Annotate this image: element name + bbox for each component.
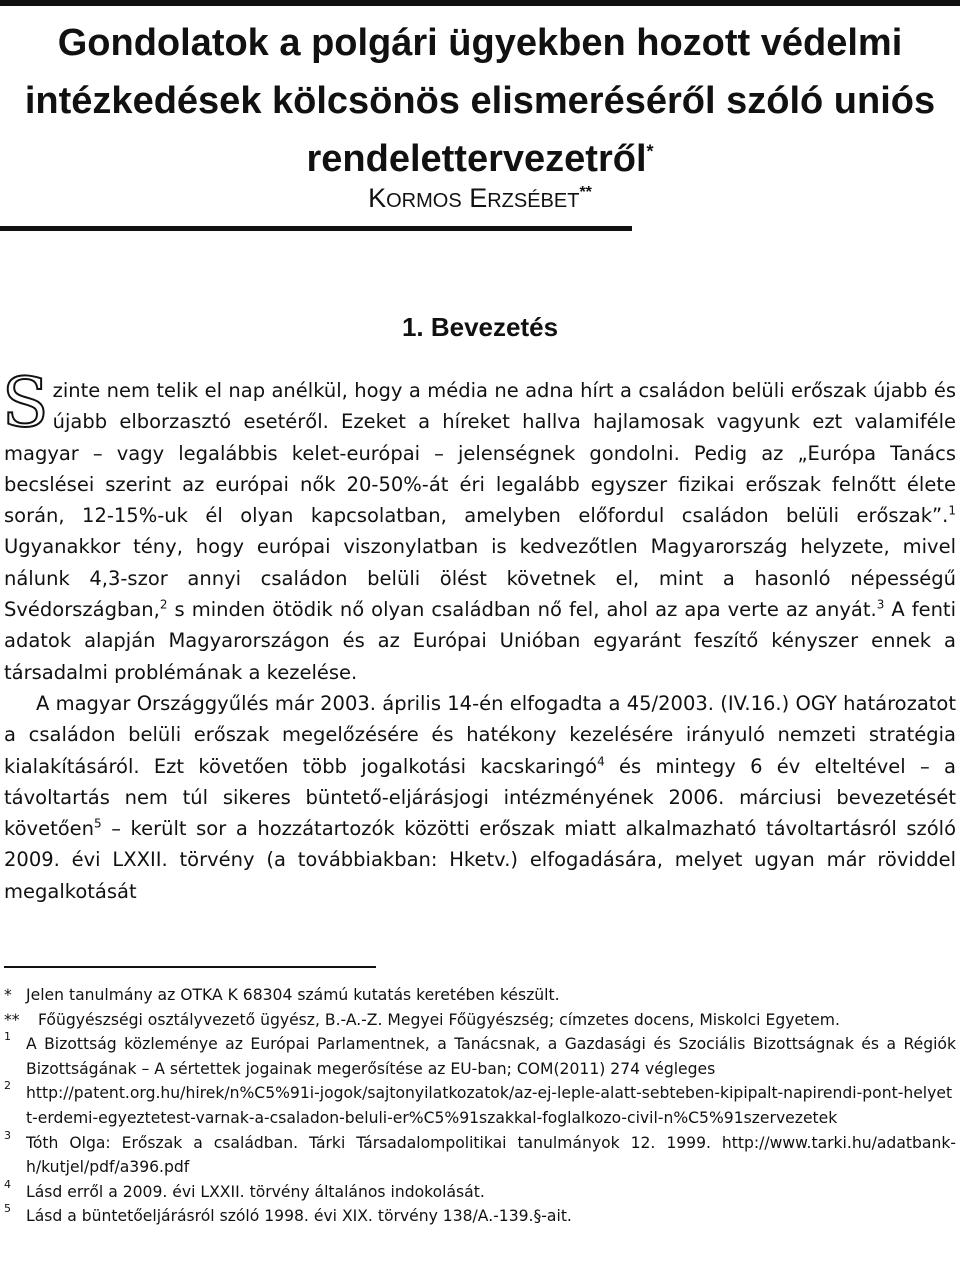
footnote-mark: 1 <box>4 1030 11 1044</box>
footnote-item <box>4 1204 956 1229</box>
footnote-mark: ** <box>4 1010 20 1029</box>
section-heading: 1. Bevezetés <box>401 312 559 342</box>
drop-cap: S <box>2 364 49 443</box>
footnote-ref-4[interactable]: 4 <box>597 754 605 769</box>
footnote-text: Jelen tanulmány az OTKA K 68304 számú kutatás keretében készült. <box>26 986 560 1004</box>
footnote-text: Lásd a büntetőeljárásról szóló 1998. évi XIX. törvény 138/A.-139.§-ait. <box>26 1207 572 1226</box>
footnote-item <box>4 1128 956 1180</box>
footnote-item <box>4 1032 956 1081</box>
paragraph-2-text-3: – került sor a hozzátartozók közötti erőszak miatt alkalmazható távoltartásról szóló 2009. évi LXXII. törvény (a továbbiakban: Hketv.) elfogadására, melyet ugyan már röviddel megalkotását <box>4 817 956 903</box>
paragraph-1-text-2: Ugyanakkor tény, hogy európai viszonylatban is kedvezőtlen Magyarország helyzete, mivel nálunk 4,3-szor annyi családon belüli ölést követnek el, mint a hasonló népességű Svédországban, <box>4 535 956 622</box>
paragraph-2-text-2: és mintegy 6 év elteltével – a távoltartás nem túl sikeres büntető-eljárásjogi intézményének 2006. márciusi bevezetését követően <box>4 754 956 841</box>
author-rule <box>0 226 632 231</box>
footnote-text: Főügyészségi osztályvezető ügyész, B.-A.-Z. Megyei Főügyészség; címzetes docens, Miskolci Egyetem. <box>38 1010 840 1029</box>
footnote-ref-1[interactable]: 1 <box>948 503 956 518</box>
footnote-item <box>4 1008 956 1033</box>
paragraph-1-text-4: A fenti adatok alapján Magyarországon és az Európai Unióban egyaránt feszítő kényszer ennek a társadalmi problémának a kezelése. <box>4 598 956 684</box>
footnote-text: Tóth Olga: Erőszak a családban. Tárki Társadalompolitikai tanulmányok 12. 1999. http://www.tarki.hu/adatbank-h/kutjel/pdf/a396.pdf <box>26 1133 956 1177</box>
author-first-rest: ORMOS <box>386 190 462 212</box>
footnote-link[interactable]: http://patent.org.hu/hirek/n%C5%91i-jogok/sajtonyilatkozatok/az-ej-leple-alatt-sebteben-kipipalt-napirendi-pont-helyett-erdemi-egyeztetest-varnak-a-csaladon-beluli-er%C5%91szakkal-foglalkozo-civil-n%C5%91szervezetek <box>26 1084 953 1127</box>
footnote-mark: 2 <box>4 1079 11 1093</box>
author-name <box>0 176 960 218</box>
footnote-text: A Bizottság közleménye az Európai Parlamentnek, a Tanácsnak, a Gazdasági és Szociális Bizottságnak és a Régiók Bizottságának – A sértettek jogainak megerősítése az EU-ban; COM(2011) 274 végleges <box>26 1035 956 1078</box>
author-last-cap: E <box>469 183 488 213</box>
footnote-text: Lásd erről a 2009. évi LXXII. törvény általános indokolását. <box>26 1182 485 1201</box>
footnote-item <box>4 1177 956 1205</box>
author-first-cap: K <box>368 183 387 213</box>
footnote-ref-5[interactable]: 5 <box>94 816 102 831</box>
footnote-mark: 4 <box>4 1177 11 1191</box>
author-last-rest: RZSÉBET <box>487 190 580 212</box>
title-footnote-mark[interactable]: * <box>646 141 654 162</box>
body-text <box>2 364 956 907</box>
paper-title-text: Gondolatok a polgári ügyekben hozott védelmi intézkedések kölcsönös elismeréséről szóló uniós rendelettervezetről <box>24 22 936 180</box>
footnote-ref-3[interactable]: 3 <box>876 597 885 612</box>
footnote-mark: 5 <box>4 1202 11 1216</box>
footnote-ref-2[interactable]: 2 <box>159 597 168 612</box>
paper-title <box>20 14 940 188</box>
footnote-item <box>4 983 956 1008</box>
footnote-mark: * <box>4 986 12 1004</box>
top-rule <box>0 0 960 6</box>
footnote-mark: 3 <box>4 1128 11 1142</box>
paragraph-1-text-1: zinte nem telik el nap anélkül, hogy a média ne adna hírt a családon belüli erőszak újabb és újabb elborzasztó esetéről. Ezeket a híreket hallva hajlamosak vagyunk ezt valamiféle magyar – vagy legalábbis kelet-európai – jelenségnek gondolni. Pedig az „Európa Tanács becslései szerint az európai nők 20-50%-át éri legalább egyszer fizikai erőszak felnőtt élete során, 12-15%-uk él olyan kapcsolatban, amelyben előfordul családon belüli erőszak”. <box>4 379 956 528</box>
footnotes <box>4 983 956 1229</box>
paragraph-2-text-1: A magyar Országgyűlés már 2003. április 14-én elfogadta a 45/2003. (IV.16.) OGY határozatot a családon belüli erőszak megelőzésére és hatékony kezelésére irányuló nemzeti stratégia kialakításáról. Ezt követően több jogalkotási kacskaringó <box>4 691 956 778</box>
footnote-rule <box>4 966 376 968</box>
paragraph-1-text-3: s minden ötödik nő olyan családban nő fel, ahol az apa verte az anyát. <box>167 598 877 622</box>
paragraph-1 <box>2 364 956 688</box>
author-footnote-mark[interactable]: ** <box>579 184 592 201</box>
footnote-item <box>4 1081 956 1130</box>
paragraph-2 <box>4 688 956 907</box>
